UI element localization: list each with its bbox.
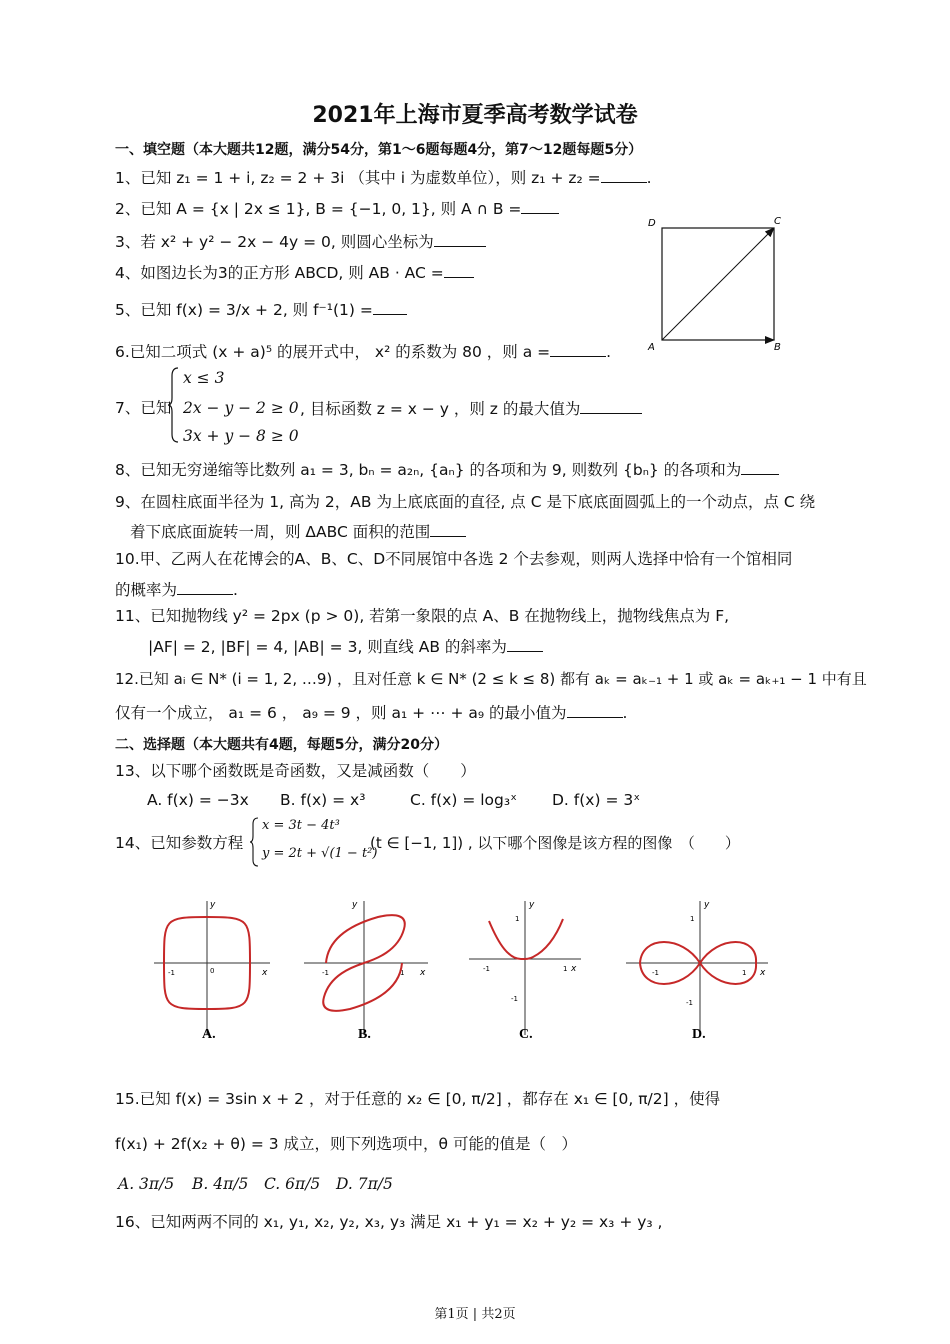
svg-text:-1: -1 — [511, 995, 518, 1003]
graph-a-label: A. — [202, 1027, 216, 1042]
vertex-d-label: D — [648, 218, 656, 229]
question-5 — [115, 299, 407, 320]
q13-option-a: A. f(x) = −3x — [147, 791, 249, 809]
q7-ineq-1: x ≤ 3 — [183, 369, 225, 387]
question-9-line1: 9、在圆柱底面半径为 1, 高为 2，AB 为上底底面的直径, 点 C 是下底底面圆弧上的一个动点，点 C 绕 — [115, 493, 816, 511]
question-12-line2: 仅有一个成立， a₁ = 6 ， a₉ = 9 ，则 a₁ + ⋯ + a₉ 的最小值为 . — [115, 704, 628, 722]
q3-text: 3、若 x² + y² − 2x − 4y = 0, 则圆心坐标为 — [115, 233, 434, 251]
q13-option-d: D. f(x) = 3ˣ — [552, 791, 641, 809]
q14-eq-y: y = 2t + √(1 − t²) — [262, 846, 378, 861]
q15-option-c: C. 6π/5 — [264, 1175, 321, 1193]
graph-b-label: B. — [358, 1027, 371, 1042]
question-15-line1: 15.已知 f(x) = 3sin x + 2 ，对于任意的 x₂ ∈ [0, π/2] ，都存在 x₁ ∈ [0, π/2] ，使得 — [115, 1090, 721, 1108]
q7-ineq-2: 2x − y − 2 ≥ 0 — [183, 399, 299, 417]
graph-option-d — [622, 895, 772, 1045]
svg-text:y: y — [704, 900, 710, 910]
q14-brace — [250, 816, 260, 868]
graph-c-curve — [489, 919, 563, 959]
graph-c-label: C. — [519, 1027, 533, 1042]
svg-text:1: 1 — [563, 965, 568, 973]
q15-option-a: A. 3π/5 — [118, 1175, 175, 1193]
q7-suffix — [300, 398, 642, 419]
question-13: 13、以下哪个函数既是奇函数，又是减函数（ ） — [115, 762, 476, 780]
graph-option-b — [300, 895, 435, 1045]
q5-text: 5、已知 f(x) = 3/x + 2, 则 f⁻¹(1) = — [115, 301, 373, 319]
svg-text:-1: -1 — [168, 969, 175, 977]
svg-text:0: 0 — [210, 967, 215, 975]
svg-text:-1: -1 — [322, 969, 329, 977]
question-8 — [115, 459, 779, 480]
q13-option-c: C. f(x) = log₃ˣ — [410, 791, 517, 809]
graph-option-c — [465, 895, 585, 1045]
q13-option-b: B. f(x) = x³ — [280, 791, 366, 809]
vertex-c-label: C — [774, 216, 781, 227]
question-9-line2 — [130, 521, 466, 542]
q2-text: 2、已知 A = {x | 2x ≤ 1}, B = {−1, 0, 1}, 则 A ∩ B = — [115, 200, 522, 218]
q12-line2-text: 仅有一个成立， a₁ = 6 ， a₉ = 9 ，则 a₁ + ⋯ + a₉ 的最小值为 — [115, 704, 567, 722]
square-abcd-figure — [640, 210, 800, 360]
question-6: 6.已知二项式 (x + a)⁵ 的展开式中， x² 的系数为 80 ，则 a = . — [115, 343, 612, 361]
section2-heading: 二、选择题（本大题共有4题，每题5分，满分20分） — [115, 737, 448, 753]
question-7-prefix: 7、已知 — [115, 399, 172, 417]
graph-option-a — [150, 895, 275, 1045]
q1-text: 1、已知 z₁ = 1 + i, z₂ = 2 + 3i （其中 i 为虚数单位），则 z₁ + z₂ = — [115, 169, 601, 187]
svg-text:1: 1 — [742, 969, 747, 977]
vector-ac — [662, 228, 774, 340]
q15-option-b: B. 4π/5 — [192, 1175, 249, 1193]
svg-text:y: y — [529, 900, 535, 910]
q14-eq-x: x = 3t − 4t³ — [262, 818, 340, 833]
question-12-line1: 12.已知 aᵢ ∈ N* (i = 1, 2, …9) ，且对任意 k ∈ N* (2 ≤ k ≤ 8) 都有 aₖ = aₖ₋₁ + 1 或 aₖ = aₖ₊₁ − 1 中有且 — [115, 670, 867, 688]
q11-line2-text: |AF| = 2, |BF| = 4, |AB| = 3, 则直线 AB 的斜率为 — [148, 638, 507, 656]
question-2 — [115, 198, 559, 219]
q10-line2-text: 的概率为 — [115, 581, 178, 599]
question-11-line2 — [148, 636, 543, 657]
svg-text:1: 1 — [515, 915, 520, 923]
q4-text: 4、如图边长为3的正方形 ABCD, 则 AB · AC = — [115, 264, 444, 282]
svg-text:1: 1 — [400, 969, 405, 977]
question-11-line1: 11、已知抛物线 y² = 2px (p > 0), 若第一象限的点 A、B 在抛物线上，抛物线焦点为 F, — [115, 607, 730, 625]
q15-option-d: D. 7π/5 — [336, 1175, 393, 1193]
q8-text: 8、已知无穷递缩等比数列 a₁ = 3, bₙ = a₂ₙ, {aₙ} 的各项和为 9, 则数列 {bₙ} 的各项和为 — [115, 461, 742, 479]
page-footer: 第1页 | 共2页 — [434, 1307, 516, 1322]
q7-brace — [168, 366, 180, 444]
question-3 — [115, 231, 486, 252]
graph-d-label: D. — [692, 1027, 706, 1042]
page-title: 2021年上海市夏季高考数学试卷 — [312, 103, 638, 128]
svg-text:y: y — [352, 900, 358, 910]
q7-ineq-3: 3x + y − 8 ≥ 0 — [183, 427, 299, 445]
question-1: 1、已知 z₁ = 1 + i, z₂ = 2 + 3i （其中 i 为虚数单位），则 z₁ + z₂ = . — [115, 169, 652, 187]
question-14-prefix: 14、已知参数方程 — [115, 834, 244, 852]
svg-text:-1: -1 — [483, 965, 490, 973]
svg-text:x: x — [571, 964, 577, 974]
question-4 — [115, 262, 474, 283]
svg-text:x: x — [760, 968, 766, 978]
question-10-line1: 10.甲、乙两人在花博会的A、B、C、D不同展馆中各选 2 个去参观，则两人选择中恰有一个馆相同 — [115, 550, 793, 568]
vertex-b-label: B — [774, 342, 781, 353]
vertex-a-label: A — [648, 342, 655, 353]
svg-text:y: y — [210, 900, 216, 910]
question-16: 16、已知两两不同的 x₁, y₁, x₂, y₂, x₃, y₃ 满足 x₁ + y₁ = x₂ + y₂ = x₃ + y₃ , — [115, 1213, 663, 1231]
svg-text:-1: -1 — [686, 999, 693, 1007]
question-15-line2: f(x₁) + 2f(x₂ + θ) = 3 成立，则下列选项中，θ 可能的值是（ ） — [115, 1135, 577, 1153]
svg-text:x: x — [262, 968, 268, 978]
q14-suffix: (t ∈ [−1, 1]) , 以下哪个图像是该方程的图像 （ ） — [370, 834, 740, 852]
q6-text: 6.已知二项式 (x + a)⁵ 的展开式中， x² 的系数为 80 ，则 a = — [115, 343, 551, 361]
q9-line2-text: 着下底底面旋转一周，则 ΔABC 面积的范围 — [130, 523, 431, 541]
svg-text:1: 1 — [690, 915, 695, 923]
section1-heading: 一、填空题（本大题共12题，满分54分，第1～6题每题4分，第7～12题每题5分） — [115, 142, 643, 158]
svg-text:-1: -1 — [652, 969, 659, 977]
q7-post-text: , 目标函数 z = x − y ，则 z 的最大值为 — [300, 400, 581, 418]
question-10-line2: 的概率为 . — [115, 581, 238, 599]
svg-text:x: x — [420, 968, 426, 978]
